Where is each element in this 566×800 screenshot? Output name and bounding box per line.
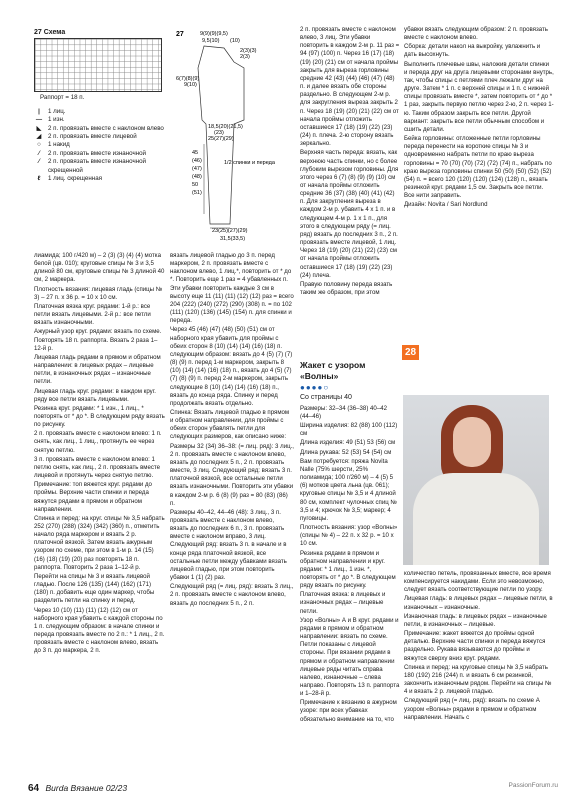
paragraph: Через 45 (46) (47) (48) (50) (51) см от наборного края убавить для проймы с обеих сторон 8 (10) (14) (14) (16) (18) п. следующим образом: вязать до 4 (5) (7) (7) (8) (9) п. перед 1-м маркером, закрыть 8 (10) (14) (14) (16) (18) п., вязать до 4 (5) (7) (7) (8) (9) п. перед 2-м маркером, закрыть следующие 8 (10) (14) (14) (16) (18) п., вязать до конца ряда. Спинку и перед продолжать вязать отдельно. [170,326,293,407]
paragraph: Размеры: 32–34 (36–38) 40–42 (44–46) [300,404,387,420]
purl-stitch-icon: — [35,116,43,124]
model-photo [403,395,549,565]
legend-item [34,150,168,158]
legend-item [34,125,168,133]
scheme-t4: 2(3)(3) [240,48,257,54]
legend-item [34,116,168,124]
paragraph: Правую половину переда вязать таким же образом, при этом [300,280,393,296]
paragraph: Плотность вязания: лицевая гладь (спицы № 3) – 27 п. х 36 р. = 10 х 10 см. [34,285,163,301]
paragraph: Перейти на спицы № 3 и вязать лицевой гладью. После 126 (135) (144) (162) (171) (180) п. добавить еще один маркер, чтобы разделить петли на спинку и перед. [34,572,155,605]
scheme-mid3: 25(27)(29) [208,136,234,142]
paragraph: Размеры 40–42, 44–46 (48): 3 лиц., 3 п. провязать вместе с наклоном влево, вязать до последних 6 п., 3 п. провязать вместе с наклоном вправо, 3 лиц. Следующий ряд: вязать 3 п. в начале и в конце ряда платочной вязкой, все остальные петли между убавками вязать лицевой гладью, при этом повторить убавки 1 (1) (2) раз. [170,508,287,582]
p2tog-tbl-icon: ⁄ [38,158,40,166]
schema-title: 27 Схема [34,29,66,36]
paragraph: Примечание: жакет вяжется до проймы одной деталью. Верхние части спинки и переда вяжутся раздельно. Рукава вязываются до проймы и вяжутся сверху вниз круг. рядами. [404,630,546,662]
legend-text: 1 накид [48,141,70,149]
k2tog-left-icon: ◣ [36,124,42,132]
paragraph: Дизайн: Novita / Sari Nordlund [404,201,488,209]
scheme-side1: 6(7)(8)(9) [176,76,200,82]
k2tog-front-icon: ◢ [36,133,42,141]
article-pages: Со страницы 40 [300,394,352,402]
scheme-h6: (51) [192,190,202,196]
legend-item [34,175,168,183]
scheme-h2: (46) [192,158,202,164]
paragraph: Следующий ряд (= лиц. ряд): вязать по схеме А узором «Волны» рядами в прямом и обратном направлении. Начать с [404,697,540,721]
column-4-top [404,26,554,210]
legend-item [34,158,168,175]
paragraph: Длина рукава: 52 (53) 54 (54) см [300,448,392,456]
paragraph: Ширина изделия: 82 (88) 100 (112) см [300,422,398,438]
paragraph: Через 10 (10) (11) (11) (12) (12) см от наборного края убавить с каждой стороны по 1 п. следующим образом: в начале спинки и переда провязать вместе по 2 п.: * 1 лиц., 2 п. провязать вместе с наклоном влево, вязать до 3 п. до маркера, 2 п. [34,606,165,655]
scheme-t2: 9,5(10) [202,38,220,44]
paragraph: Спинка и перед: на круговые спицы № 3,5 набрать 180 (192) 216 (244) п. и вязать 6 см резинкой, закончить изнаночным рядом. Перейти на спицы № 4 и вязать 2 р. лицевой гладью. [404,663,552,696]
paragraph: лиамида; 100 г/420 м) – 2 (3) (3) (4) (4) мотка белой (цв. 010); круговые спицы № 3 и 3,5 длиной 80 см, круговые спицы № 3 длиной 40 см, 2 маркера. [34,252,165,284]
paragraph: Следующий ряд (= лиц. ряд): вязать 3 лиц., 2 п. провязать вместе с наклоном влево, вязать до последних 5 п., 2 п. [170,583,294,607]
paragraph: Лицевая гладь круг. рядами: в каждом круг. ряду все петли вязать лицевыми. [34,387,156,403]
paragraph: Плотность вязания: узор «Волны» (спицы № 4) – 22 п. х 32 р. = 10 х 10 см. [300,524,398,548]
pattern-schematic [174,28,292,248]
paragraph: 3 п. провязать вместе с наклоном влево: 1 петлю снять, как лиц., 2 п. провязать вместе лицевой и протянуть через снятую петлю. [34,455,161,480]
paragraph: вязать лицевой гладью до 3 п. перед маркером, 2 п. провязать вместе с наклоном влево, 1 лиц.*, повторить от * до *. Повторить еще 1 раз = 4 убавленных п. Эти убавки повторить каждые 3 см в высоту еще 11 (11) (11) (12) (12) раз = всего 204 (222) (240) (272) (290) (308) п. = по 102 (111) (120) (136) (145) (154) п. для спинки и переда. [170,252,294,325]
paragraph: Вам потребуется: пряжа Novita Nalle (75% шерсти, 25% полиамида; 100 г/260 м) – 4 (5) 5 (6) мотков цвета льна (цв. 061); круговые спицы № 3,5 и 4 длиной 80 см, комплект чулочных спиц № 3,5 и 4; крючок № 3,5; маркер; 4 пуговицы. [300,457,397,522]
scheme-h3: (47) [192,166,202,172]
scheme-mid2: (23) [214,130,224,136]
scheme-h5: 50 [192,182,199,188]
paragraph: Резинка рядами в прямом и обратном направлении и круг. рядами: * 1 лиц., 1 изн. *, повторять от * до *. В следующем ряду вязать по рисунку. [300,549,396,590]
paragraph: Узор «Волны» А и В круг. рядами и рядами в прямом и обратном направлении: вязать по схеме. Петли показаны с лицевой стороны. При вязании рядами в прямом и обратном направлении лицевые ряды читать справа налево, изнаночные – слева направо. Повторять 13 п. раппорта и 1–28-й р. [300,616,400,698]
scheme-h4: (48) [192,174,202,180]
legend-item [34,133,168,141]
magazine-name: Burda Вязание 02/23 [45,783,128,793]
paragraph: Длина изделия: 49 (51) 53 (56) см [300,439,396,447]
paragraph: Ажурный узор круг. рядами: вязать по схеме. Повторять 18 п. раппорта. Вязать 2 раза 1–12-й р. [34,328,162,352]
column-3-bottom [300,360,400,725]
article-number: 28 [402,345,419,360]
paragraph: Сборка: детали накол на выкройку, увлажнить и дать высохнуть. [404,43,541,59]
chart-legend [34,108,168,183]
paragraph: Резинка круг. рядами: * 1 изн., 1 лиц., * повторять от * до *. В следующем ряду вязать по рисунку. [34,404,165,429]
scheme-side2: 9(10) [184,82,197,88]
article-28-body [300,405,400,724]
paragraph: Платочная вязка круг. рядами: 1-й р.: все петли вязать лицевыми. 2-й р.: все петли вязать изнаночными. [34,302,151,327]
paragraph: Спинка: Вязать лицевой гладью в прямом и обратном направлении, для проймы с обеих сторон убавлять петли для следующих размеров, как описано ниже: [170,408,290,441]
scheme-t5: 2(3) [240,54,250,60]
site-watermark: PassionForum.ru [508,782,558,789]
knit-stitch-icon: | [38,108,40,115]
paragraph: Размеры 32 (34) 36–38: (= лиц. ряд): 3 лиц., 2 п. провязать вместе с наклоном влево, вязать до последних 5 п., 2 п. провязать вместе, 3 лиц. Следующий ряд: вязать 3 п. платочной вязкой, все остальные петли вязать изнаночными. Повторить эти убавки в каждом 2-м р. 6 (8) (9) раз = 80 (83) (86) п. [170,442,294,507]
p2tog-icon: ⁄ [38,149,40,157]
legend-text: 1 лиц. [48,108,66,115]
paragraph: 2 п. провязать вместе с наклоном влево: 1 п. снять, как лиц., 1 лиц., протянуть ее через снятую петлю. [34,430,162,454]
paragraph: количество петель, провязанных вместе, все время компенсируется накидами. Если это невозможно, следует вязать соответствующие петли по узору. [404,570,551,594]
legend-item [34,108,168,116]
paragraph: 2 п. провязать вместе с наклоном влево, 3 лиц. Эти убавки повторить в каждом 2-м р. 11 раз = 94 (97) (100) п. Через 16 (17) (18) (19) (20) (21) см от начала проймы закрыть для выреза горловины средние 42 (43) (44) (46) (47) (48) п. и далее вязать обе стороны раздельно. В следующем 2-м р. для закругления выреза закрыть 2 п. Через 18 (19) (20) (21) (22) см от начала проймы отложить оставшиеся 17 (18) (19) (22) (23) (24) п. плеча. 2-ю сторону вязать зеркально. [300,26,400,148]
twisted-knit-icon: ℓ [37,174,41,182]
scheme-bottom2: 31,5(33,5) [220,236,246,242]
paragraph: Выполнить плечевые швы, наложив детали спинки и переда друг на друга лицевыми сторонами внутрь, так, чтобы спицы с петлями плеч лежали друг на друге. Затем * 1 п. с верхней спицы и 1 п. с нижней спицы провязать вместе *, затем повторить от * до * 1 раз, закрыть первую петлю через 2-ю, 2 п. через 1-ю. Таким образом закрыть все петли. Другой вариант: закрыть все петли обычным способом и сшить детали. [404,60,554,133]
paragraph: Лицевая гладь рядами в прямом и обратном направлении: в лицевых рядах – лицевые петли, в изнаночных рядах – изнаночные петли. [34,353,161,386]
paragraph: Бейка горловины: отложенные петли горловины переда перенести на короткие спицы № 3 и одновременно набрать петли по краю выреза горловины = 70 (70) (70) (72) (72) (74) п., набрать по краю выреза горловины спинки 50 (50) (50) (52) (52) (54) п. = всего 120 (120) (120) (124) (128) п., вязать резинкой круг. рядами 1,5 см. Закрыть все петли. Все нити заправить. [404,135,552,200]
legend-text: 2 п. провязать вместе изнаночной [48,149,147,157]
paragraph: убавки вязать следующим образом: 2 п. провязать вместе с наклоном влево. [404,26,548,42]
page-footer [28,782,127,795]
article-28-header [402,345,552,360]
rapport-label: Раппорт = 18 п. [40,94,85,101]
column-4-bottom [404,570,554,723]
legend-text: 2 п. провязать вместе лицевой [48,133,137,141]
paragraph: Платочная вязка: в лицевых и изнаночных рядах – лицевые петли. [300,591,386,615]
column-2 [170,252,294,609]
column-3-top [300,26,400,298]
paragraph: Примечание к вязанию в ажурном узоре: при всех убавках обязательно внимание на то, что [300,699,397,723]
difficulty-dots: ●●●●○ [300,382,330,392]
scheme-t3: (10) [230,38,240,44]
legend-text: 1 лиц. скрещенная [48,174,102,182]
paragraph: Примечание: топ вяжется круг. рядами до проймы. Верхние части спинки и переда вяжутся рядами в прямом и обратном направлении. [34,481,152,513]
paragraph: Спинка и перед: на круг. спицы № 3,5 набрать 252 (270) (288) (324) (342) (360) п., отметить начало ряда маркером и вязать 2 р. платочной вязкой. Затем вязать ажурным узором по схеме, при этом в 1-м р. 14 (15) (16) (18) (19) (20) раз повторять 18 п. раппорта. Повторить 2 раза 1–12-й р. [34,514,165,571]
page-number: 64 [28,783,40,794]
scheme-top: 9(9)(9)(9,5) [200,31,228,37]
legend-item [34,141,168,149]
scheme-label: 27 [176,31,184,38]
paragraph: Верхняя часть переда: вязать, как верхнюю часть спинки, но с более глубоким вырезом горловины. Для этого через 6 (7) (8) (9) (9) (10) см от начала проймы отложить средние 36 (37) (38) (40) (41) (42) п. Для закругления выреза в каждом 2-м р. убавить 4 х 1 п. и в следующем 4-м р. 1 х 1 п., для этого в следующем ряду (= лиц. ряд) вязать до последних 3 п., 2 п. провязать вместе лицевой, 1 лиц. Через 18 (19) (20) (21) (22) (23) см от начала проймы отложить оставшиеся 17 (18) (19) (22) (23) (24) плеча. [300,149,399,279]
scheme-h1: 45 [192,150,199,156]
scheme-mid: 18,5(20)(21,5) [208,124,243,130]
legend-text: 2 п. провязать вместе изнаночной скрещенной [48,158,147,174]
scheme-center: 1/2 спинки и переда [224,160,275,166]
scheme-bottom: 23(25)(27)(29) [212,228,248,234]
paragraph: Изнаночная гладь: в лицевых рядах – изнаночные петли, в изнаночных – лицевые. [404,612,547,628]
knitting-chart-grid [34,38,162,92]
column-1 [34,252,166,657]
paragraph: Лицевая гладь: в лицевых рядах – лицевые петли, в изнаночных – изнаночные. [404,595,553,611]
legend-text: 1 изн. [48,116,65,124]
yarn-over-icon: ○ [37,141,41,149]
article-title: Жакет с узором «Волны» [300,360,366,382]
legend-text: 2 п. провязать вместе с наклоном влево [48,124,164,132]
